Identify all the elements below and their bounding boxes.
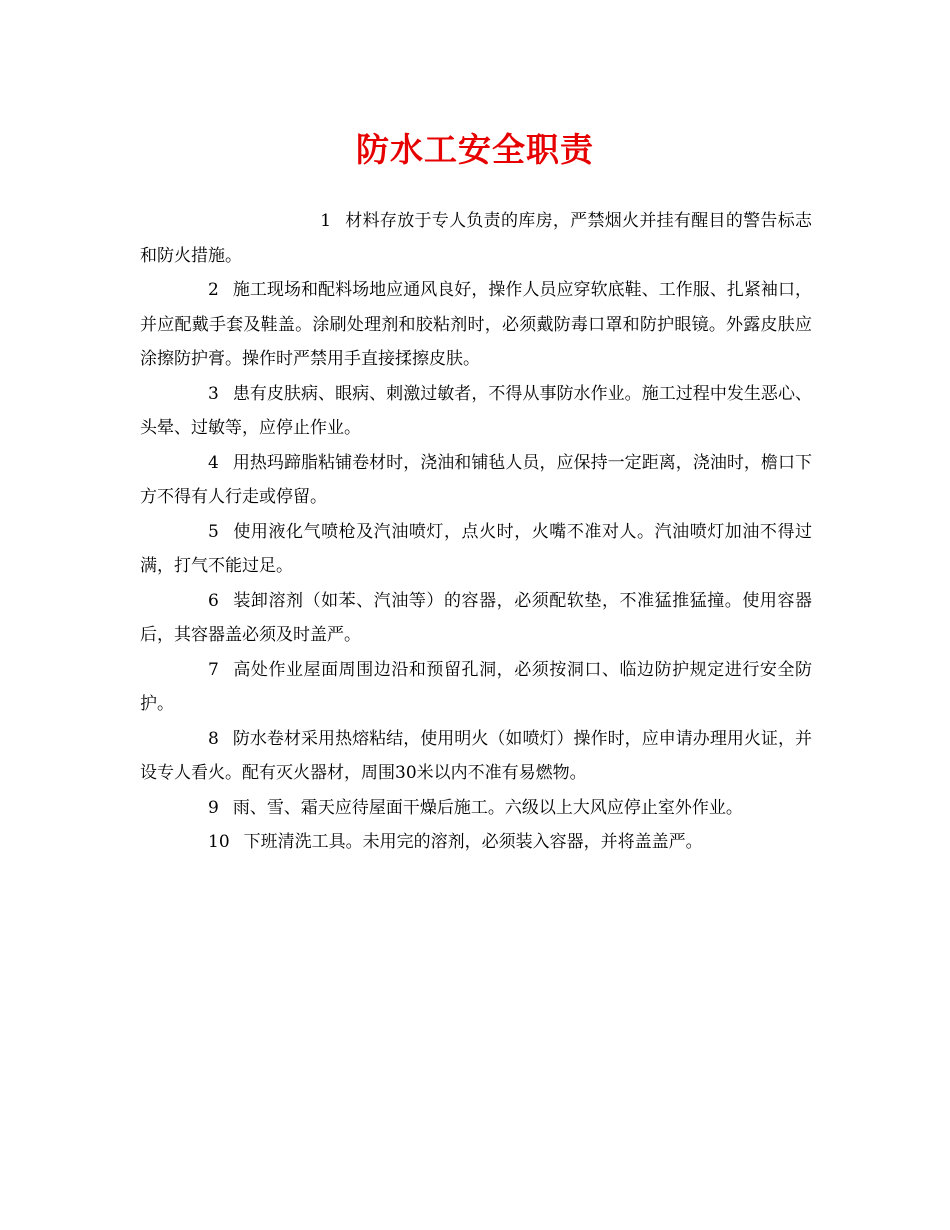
list-item	[140, 377, 812, 446]
item-text: 下班清洗工具。未用完的溶剂，必须装入容器，并将盖盖严。	[243, 832, 703, 852]
item-number: 8	[208, 728, 219, 749]
item-text: 雨、雪、霜天应待屋面干燥后施工。六级以上大风应停止室外作业。	[232, 797, 743, 818]
list-item	[140, 273, 812, 377]
list-item	[140, 653, 812, 722]
item-text: 使用液化气喷枪及汽油喷灯，点火时，火嘴不准对人。汽油喷灯加油不得过满，打气不能过足。	[140, 521, 812, 576]
list-item	[140, 584, 812, 653]
item-number: 5	[208, 521, 219, 542]
item-number: 4	[208, 452, 219, 473]
item-text: 装卸溶剂（如苯、汽油等）的容器，必须配软垫，不准猛推猛撞。使用容器后，其容器盖必须及时盖严。	[140, 590, 812, 645]
item-number: 10	[208, 832, 230, 852]
item-number: 3	[208, 383, 219, 404]
document-body	[140, 204, 812, 860]
list-item	[140, 722, 812, 791]
list-item	[140, 825, 812, 860]
item-text: 材料存放于专人负责的库房，严禁烟火并挂有醒目的警告标志和防火措施。	[140, 211, 812, 266]
item-text: 高处作业屋面周围边沿和预留孔洞，必须按洞口、临边防护规定进行安全防护。	[140, 659, 812, 714]
item-text: 用热玛蹄脂粘铺卷材时，浇油和铺毡人员，应保持一定距离，浇油时，檐口下方不得有人行走或停留。	[140, 452, 812, 507]
document-title: 防水工安全职责	[356, 130, 594, 169]
item-number: 7	[208, 659, 219, 680]
item-text: 防水卷材采用热熔粘结，使用明火（如喷灯）操作时，应申请办理用火证，并设专人看火。配有灭火器材，周围30米以内不准有易燃物。	[140, 728, 812, 783]
list-item	[140, 446, 812, 515]
item-number: 1	[320, 211, 332, 231]
item-number: 9	[208, 797, 219, 818]
list-item	[140, 204, 812, 273]
item-text: 患有皮肤病、眼病、刺激过敏者，不得从事防水作业。施工过程中发生恶心、头晕、过敏等，应停止作业。	[140, 383, 812, 438]
item-number: 2	[208, 280, 219, 300]
item-text: 施工现场和配料场地应通风良好，操作人员应穿软底鞋、工作服、扎紧袖口，并应配戴手套及鞋盖。涂刷处理剂和胶粘剂时，必须戴防毒口罩和防护眼镜。外露皮肤应涂擦防护膏。操作时严禁用手直接揉擦皮肤。	[140, 280, 812, 369]
item-number: 6	[208, 590, 219, 611]
list-item	[140, 791, 812, 826]
list-item	[140, 515, 812, 584]
